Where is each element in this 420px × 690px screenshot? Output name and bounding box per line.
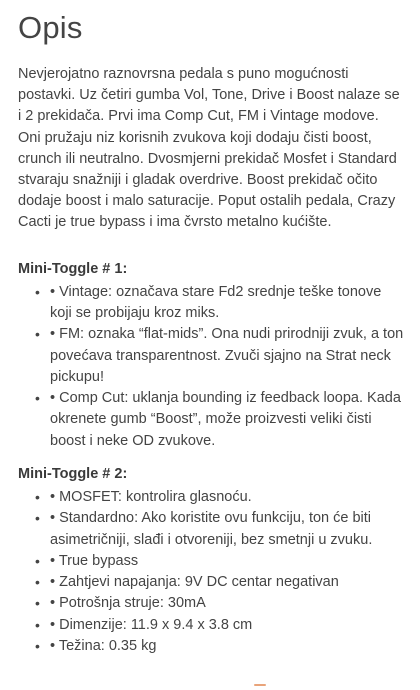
bullet-icon: • [35,638,40,655]
bullet-icon: • [35,326,40,343]
bullet-icon: • [35,283,40,300]
list-item: • • Standardno: Ako koristite ovu funkciju, ton će biti asimetričniji, slađi i otvoreniji, bez smetnji u zvuku. [35,510,373,548]
bullet-icon: • [35,489,40,505]
list-item: • • Comp Cut: uklanja bounding iz feedback loopa. Kada okrenete gumb “Boost”, može proizvesti veliki čisti boost i neke OD zvukove. [35,390,401,449]
list-item: • • Težina: 0.35 kg [50,636,404,657]
section-mini-toggle-2 [18,464,404,657]
bullet-icon: • [35,510,40,527]
bullet-icon: • [35,574,40,591]
feature-list [18,282,404,452]
list-item: • • Vintage: označava stare Fd2 srednje teške tonove koji se probijaju kroz miks. [35,283,382,321]
list-item: • • MOSFET: kontrolira glasnoću. [50,487,404,508]
section-title: Mini-Toggle # 1: [18,260,128,277]
list-item: • • True bypass [50,551,404,572]
page-title: Opis [18,10,83,45]
list-item: • • Zahtjevi napajanja: 9V DC centar negativan [50,572,404,593]
bullet-icon: • [35,616,40,633]
intro-paragraph: Nevjerojatno raznovrsna pedala s puno mogućnosti postavki. Uz četiri gumba Vol, Tone, Drive i Boost nalaze se i 2 prekidača. Prvi ima Comp Cut, FM i Vintage modove. Oni pružaju niz korisnih zvukova koji dodaju čisti boost, crunch ili neutralno. Dvosmjerni prekidač Mosfet i Standard stvaraju snažniji i gladak overdrive. Boost prekidač očito dodaje boost i malo saturacije. Poput ostalih pedala, Crazy Cacti je true bypass i ima čvrsto metalno kućište. [18,66,400,231]
list-item: • • Dimenzije: 11.9 x 9.4 x 3.8 cm [50,615,404,636]
list-item: • • FM: oznaka “flat-mids”. Ona nudi prirodniji zvuk, a ton povećava transparentnost. Zvuči sjajno na Strat neck pickupu! [35,326,404,385]
section-title: Mini-Toggle # 2: [18,466,128,482]
list-item: • • Potrošnja struje: 30mA [50,593,404,614]
feature-list [18,487,404,657]
accent-mark [254,684,266,686]
section-mini-toggle-1 [18,259,404,452]
bullet-icon: • [35,390,40,407]
bullet-icon: • [35,595,40,612]
bullet-icon: • [35,552,40,569]
